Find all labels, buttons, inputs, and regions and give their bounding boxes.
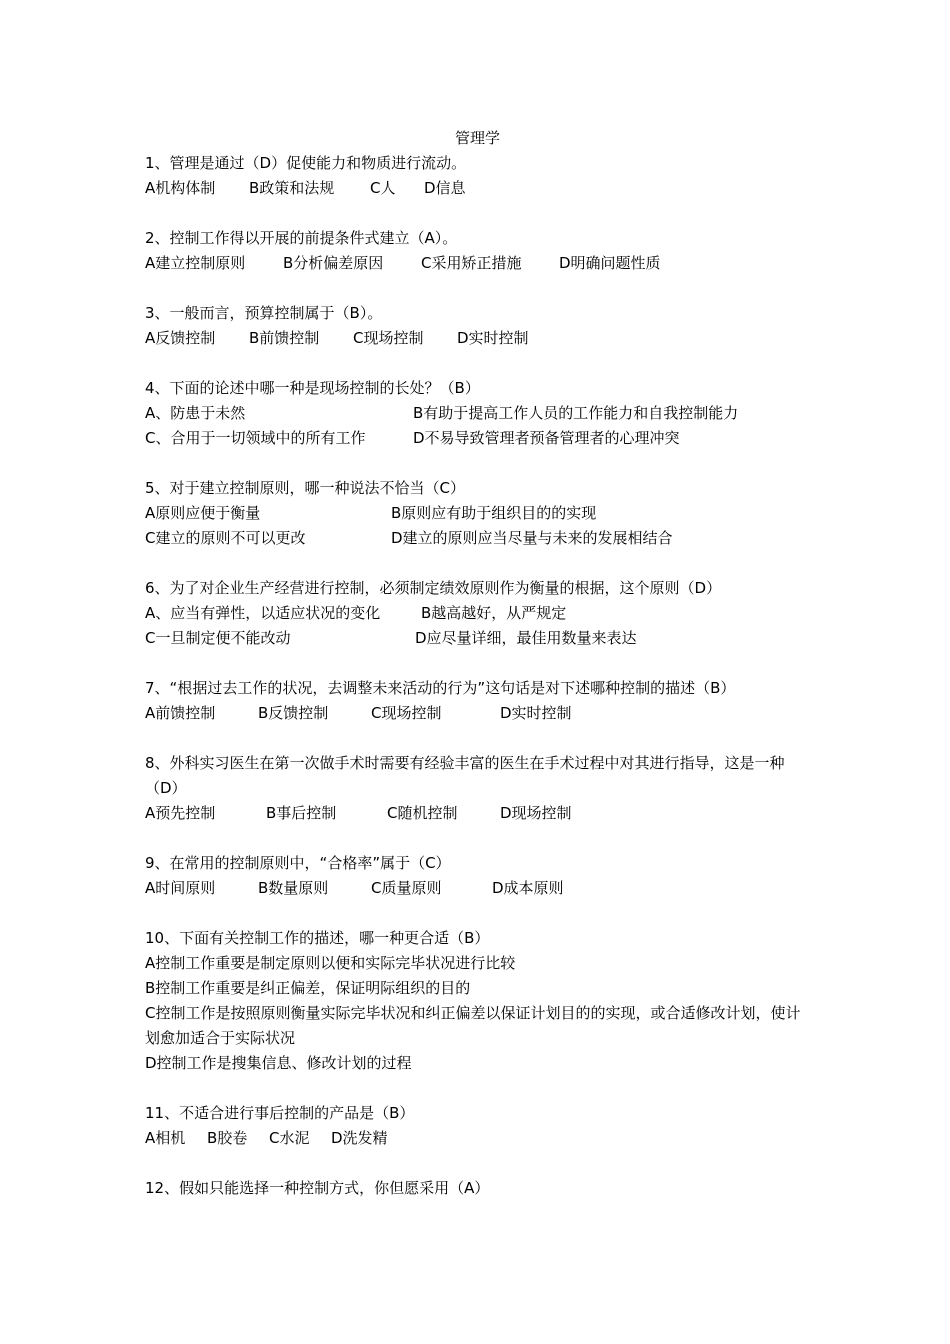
question-12 xyxy=(145,1176,810,1201)
option-c: C、合用于一切领域中的所有工作 xyxy=(145,429,366,447)
question-text: 12、假如只能选择一种控制方式，你但愿采用（A） xyxy=(145,1179,490,1197)
question-text: 8、外科实习医生在第一次做手术时需要有经验丰富的医生在手术过程中对其进行指导，这是一种（D） xyxy=(145,754,785,797)
option-a: A、应当有弹性，以适应状况的变化 xyxy=(145,604,381,622)
option-b: B原则应有助于组织目的的实现 xyxy=(391,504,597,522)
option-c: C质量原则 xyxy=(371,879,442,897)
question-text: 9、在常用的控制原则中，“合格率”属于（C） xyxy=(145,854,451,872)
option-row xyxy=(145,401,810,426)
question-3 xyxy=(145,301,810,351)
option-a: A反馈控制 xyxy=(145,329,216,347)
question-2 xyxy=(145,226,810,276)
option-c: C控制工作是按照原则衡量实际完毕状况和纠正偏差以保证计划目的的实现，或合适修改计划，使计划愈加适合于实际状况 xyxy=(145,1004,801,1047)
question-8 xyxy=(145,751,810,826)
option-b: B政策和法规 xyxy=(249,179,335,197)
option-b: B有助于提高工作人员的工作能力和自我控制能力 xyxy=(413,404,739,422)
question-11 xyxy=(145,1101,810,1151)
question-text: 5、对于建立控制原则，哪一种说法不恰当（C） xyxy=(145,479,466,497)
question-6 xyxy=(145,576,810,651)
question-text: 3、一般而言，预算控制属于（B）。 xyxy=(145,304,383,322)
option-d: D应尽量详细，最佳用数量来表达 xyxy=(415,629,637,647)
option-c: C现场控制 xyxy=(353,329,424,347)
question-text: 4、下面的论述中哪一种是现场控制的长处？（B） xyxy=(145,379,480,397)
option-b: B事后控制 xyxy=(266,804,337,822)
option-b: B反馈控制 xyxy=(258,704,329,722)
option-c: C现场控制 xyxy=(371,704,442,722)
option-a: A相机 xyxy=(145,1129,186,1147)
option-b: B数量原则 xyxy=(258,879,329,897)
option-row xyxy=(145,876,810,901)
option-c: C一旦制定便不能改动 xyxy=(145,629,291,647)
option-d: D实时控制 xyxy=(457,329,529,347)
option-c: C人 xyxy=(370,179,396,197)
document-page xyxy=(145,126,810,1226)
option-a: A预先控制 xyxy=(145,804,216,822)
option-row xyxy=(145,326,810,351)
option-row xyxy=(145,801,810,826)
option-d: D不易导致管理者预备管理者的心理冲突 xyxy=(413,429,680,447)
option-row xyxy=(145,251,810,276)
option-a: A前馈控制 xyxy=(145,704,216,722)
option-row xyxy=(145,501,810,526)
option-c: C建立的原则不可以更改 xyxy=(145,529,306,547)
option-row xyxy=(145,526,810,551)
option-a: A原则应便于衡量 xyxy=(145,504,261,522)
option-row xyxy=(145,626,810,651)
option-c: C水泥 xyxy=(269,1129,310,1147)
option-a: A机构体制 xyxy=(145,179,216,197)
question-text: 7、“根据过去工作的状况，去调整未来活动的行为”这句话是对下述哪种控制的描述（B） xyxy=(145,679,736,697)
question-9 xyxy=(145,851,810,901)
option-b: B前馈控制 xyxy=(249,329,320,347)
option-a: A控制工作重要是制定原则以便和实际完毕状况进行比较 xyxy=(145,954,516,972)
document-title: 管理学 xyxy=(454,129,500,147)
option-b: B分析偏差原因 xyxy=(283,254,384,272)
option-d: D建立的原则应当尽量与未来的发展相结合 xyxy=(391,529,673,547)
option-row xyxy=(145,601,810,626)
option-a: A建立控制原则 xyxy=(145,254,246,272)
question-4 xyxy=(145,376,810,451)
option-row xyxy=(145,176,810,201)
question-text: 10、下面有关控制工作的描述，哪一种更合适（B） xyxy=(145,929,490,947)
option-a: A时间原则 xyxy=(145,879,216,897)
option-row xyxy=(145,426,810,451)
question-10 xyxy=(145,926,810,1076)
question-7 xyxy=(145,676,810,726)
option-d: D现场控制 xyxy=(500,804,572,822)
question-text: 1、管理是通过（D）促使能力和物质进行流动。 xyxy=(145,154,467,172)
option-d: D洗发精 xyxy=(331,1129,388,1147)
option-c: C随机控制 xyxy=(387,804,458,822)
question-text: 2、控制工作得以开展的前提条件式建立（A）。 xyxy=(145,229,458,247)
question-text: 11、不适合进行事后控制的产品是（B） xyxy=(145,1104,415,1122)
option-a: A、防患于未然 xyxy=(145,404,246,422)
question-5 xyxy=(145,476,810,551)
option-row xyxy=(145,1126,810,1151)
option-d: D明确问题性质 xyxy=(559,254,661,272)
option-b: B控制工作重要是纠正偏差，保证明际组织的目的 xyxy=(145,979,471,997)
option-c: C采用矫正措施 xyxy=(421,254,522,272)
option-row xyxy=(145,701,810,726)
option-b: B胶卷 xyxy=(207,1129,248,1147)
question-text: 6、为了对企业生产经营进行控制，必须制定绩效原则作为衡量的根据，这个原则（D） xyxy=(145,579,722,597)
option-d: D信息 xyxy=(424,179,466,197)
option-d: D实时控制 xyxy=(500,704,572,722)
question-1 xyxy=(145,151,810,201)
option-b: B越高越好，从严规定 xyxy=(421,604,567,622)
option-d: D成本原则 xyxy=(492,879,564,897)
option-d: D控制工作是搜集信息、修改计划的过程 xyxy=(145,1054,412,1072)
